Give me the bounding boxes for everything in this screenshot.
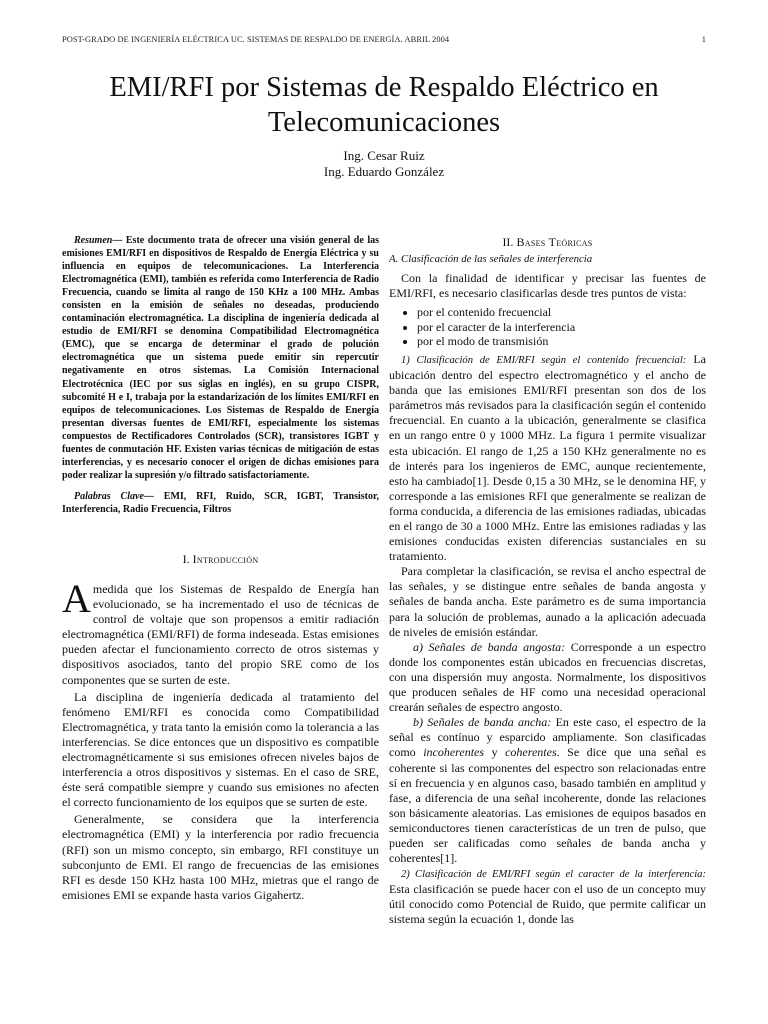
subsub-1-label: 1) Clasificación de EMI/RFI según el contenido frecuencial: (401, 354, 687, 366)
section-1-title: Introducción (192, 551, 259, 566)
title-line-1: EMI/RFI por Sistemas de Respaldo Eléctrico en (109, 72, 659, 103)
intro-p1-text: medida que los Sistemas de Respaldo de Energía han evolucionado, se ha incrementado el uso de técnicas de control de voltaje que son propensos a emitir radiación electromagnética (EMI/RFI) de forma indeseada. Estas emisiones pueden afectar el funcionamiento correcto de otros sistemas y dispositivos asociados, tanto del propio SRE como de los componentes que se surten de este. (62, 581, 379, 687)
list-item: • por el caracter de la interferencia (417, 320, 706, 335)
author-1: Ing. Cesar Ruiz (343, 148, 425, 163)
running-header (62, 35, 706, 49)
running-head-text: POST-GRADO DE INGENIERÍA ELÉCTRICA UC. SISTEMAS DE RESPALDO DE ENERGÍA. ABRIL 2004 (62, 35, 450, 44)
list-item: • por el contenido frecuencial (417, 305, 706, 320)
intro-paragraph-2: La disciplina de ingeniería dedicada al tratamiento del fenómeno EMI/RFI es conocida como Compatibilidad Electromagnética, y trata tanto la emisión como la tolerancia a las interferencias. Se dice entonces que un dispositivo es compatible electromagnéticamente si sus emisiones ofrecen niveles bajos de interferencia a otros dispositivos y sistemas. En el caso de SRE, éste será compatible siempre y cuando sus emisiones no afecten el correcto funcionamiento de los equipos que se surten de este. (62, 689, 379, 810)
author-list (0, 148, 768, 180)
broadband-label: b) Señales de banda ancha: (413, 715, 552, 730)
paper-title (40, 70, 728, 140)
classification-list (389, 305, 706, 349)
list-item: • por el modo de transmisión (417, 334, 706, 349)
left-column (62, 234, 379, 903)
section-heading-intro (62, 552, 379, 567)
title-line-2: Telecomunicaciones (267, 107, 501, 138)
section-heading-bases (389, 235, 706, 250)
classification-intro: Con la finalidad de identificar y precisar las fuentes de EMI/RFI, es necesario clasificarlas desde tres puntos de vista: (389, 271, 706, 301)
broadband-paragraph (389, 715, 706, 866)
section-2-numeral: II. (502, 235, 517, 249)
broadband-text-1: En este caso, el espectro de la señal es contínuo y esparcido ampliamente. Son clasificadas como (389, 715, 706, 760)
subsub-1-text: La ubicación dentro del espectro electromagnético y el ancho de banda que las emisiones EMI/RFI presentan son dos de los parámetros más revisados para la clasificación según el contenido frecuencial. En cuanto a la ubicación, generalmente se clasifica en un rango entre 0 y 1000 MHz. La figura 1 permite visualizar esta ubicación. El rango de 1,25 a 150 KHz generalmente no es de interés para los ingenieros de EMC, aunque recientemente, esto ha cambiado[1]. Desde 0,15 a 30 MHz, se le denomina HF, y corresponde a las emisiones RFI que generalmente se realizan de forma conducida, a diferencia de las emisiones radiadas, ubicadas en el rango de 30 a 1000 MHz. Entre las emisiones radiadas y las emisiones conducidas existen diferencias sustanciales en su tratamiento. (389, 351, 706, 564)
drop-cap: A (62, 575, 91, 621)
subsub-2-paragraph (389, 866, 706, 927)
intro-paragraph-3: Generalmente, se considera que la interferencia electromagnética (EMI) y la interferencia por radio frecuencia (RFI) son un mismo concepto, sin embargo, RFI constituye un subconjunto de EMI. El rango de frecuencias de las emisiones RFI es desde 150 KHz hasta 100 MHz, mietras que el rango de emisiones EMI se expande hasta varios Gigahertz. (62, 812, 379, 902)
abstract-sep: — (112, 235, 126, 246)
keywords-text: EMI, RFI, Ruido, SCR, IGBT, Transistor, Interferencia, Radio Frecuencia, Filtros (62, 490, 379, 515)
keywords-label: Palabras Clave (74, 490, 144, 502)
page-number: 1 (701, 35, 706, 44)
keywords (62, 490, 379, 516)
intro-paragraph-1 (62, 575, 379, 688)
right-column (389, 234, 706, 928)
keywords-sep: — (143, 490, 164, 502)
broadband-coherent: coherentes (505, 745, 557, 760)
narrowband-text: Corresponde a un espectro donde los componentes están ubicados en frecuencias discretas, con una dispersión muy angosta. Normalmente, los dispositivos que producen señales de HF como una necesidad operacional crearán señales de espectro angosto. (389, 639, 707, 715)
abstract (62, 234, 379, 482)
section-2-title: Bases Teóricas (516, 235, 593, 249)
spectral-width-paragraph: Para completar la clasificación, se revisa el ancho espectral de las señales, y se distingue entre señales de banda angosta y señales de banda ancha. Este parámetro es de suma importancia para la solución de problemas, aunado a la aplicación adecuada de niveles de emisión estándar. (389, 564, 706, 639)
abstract-text: Este documento trata de ofrecer una visión general de las emisiones EMI/RFI en dispositivos de Respaldo de Energía Eléctrica y su influencia en equipos de telecomunicaciones. La Interferencia Electromagnética (EMI), también es referida como Interferencia de Radio Frecuencia, cuando se limita al rango de 150 KHz a 100 MHz. Ambas consisten en la emisión de señales no deseadas, produciendo contaminación electromagnética. La disciplina de ingeniería dedicada al estudio de EMI/RFI se denomina Compatibilidad Electromagnética (EMC), que se encarga de determinar el grado de polución electromagnética que un sistema puede emitir sin repercutir negativamente en otros sistemas. La Comisión Internacional Electrotécnica (IEC por sus siglas en inglés), en su grupo CISPR, subcomité H e I, trabaja por la estandarización de los límites EMI/RFI en equipos de telecomunicaciones. Los Sistemas de Respaldo de Energía presentan diversas fuentes de EMI/RFI, especialmente los sistemas compuestos de Rectificadores Controlados (SCR), transistores IGBT y fuentes de conmutación HF. Existen varias técnicas de mitigación de estas interferencias, y es necesario conocer el origen de dichas emisiones para poder realizar la supresión y/o filtrado satisfactoriamente. (62, 235, 379, 481)
subsub-1-paragraph (389, 352, 706, 564)
abstract-label: Resumen (74, 235, 113, 246)
section-1-numeral: I. (182, 551, 193, 566)
subsub-2-label: 2) Clasificación de EMI/RFI según el caracter de la interferencia: (401, 869, 706, 881)
subsection-a-heading: A. Clasificación de las señales de interferencia (389, 253, 593, 265)
narrowband-paragraph (389, 640, 706, 715)
broadband-incoherent: incoherentes (423, 745, 485, 760)
author-2: Ing. Eduardo González (323, 164, 445, 179)
narrowband-label: a) Señales de banda angosta: (413, 639, 566, 654)
broadband-text-2: . Se dice que una señal es coherente si las componentes del espectro son relacionadas entre sí en frecuencia y en algunos caso, basado también en amplitud y fase, a diferencia de una señal incoherente, donde las relaciones son básicamente aleatorias. Las emisiones de equipos basados en semiconductores tienen características de un tren de pulso, que pueden ser calificadas como señales de banda ancha y coherentes[1]. (389, 745, 707, 866)
broadband-and: y (484, 745, 506, 760)
subsub-2-text: Esta clasificación se puede hacer con el uso de un concepto muy útil conocido como Potencial de Ruido, que permite calificar un sistema según la ecuación 1, donde las (389, 882, 706, 927)
